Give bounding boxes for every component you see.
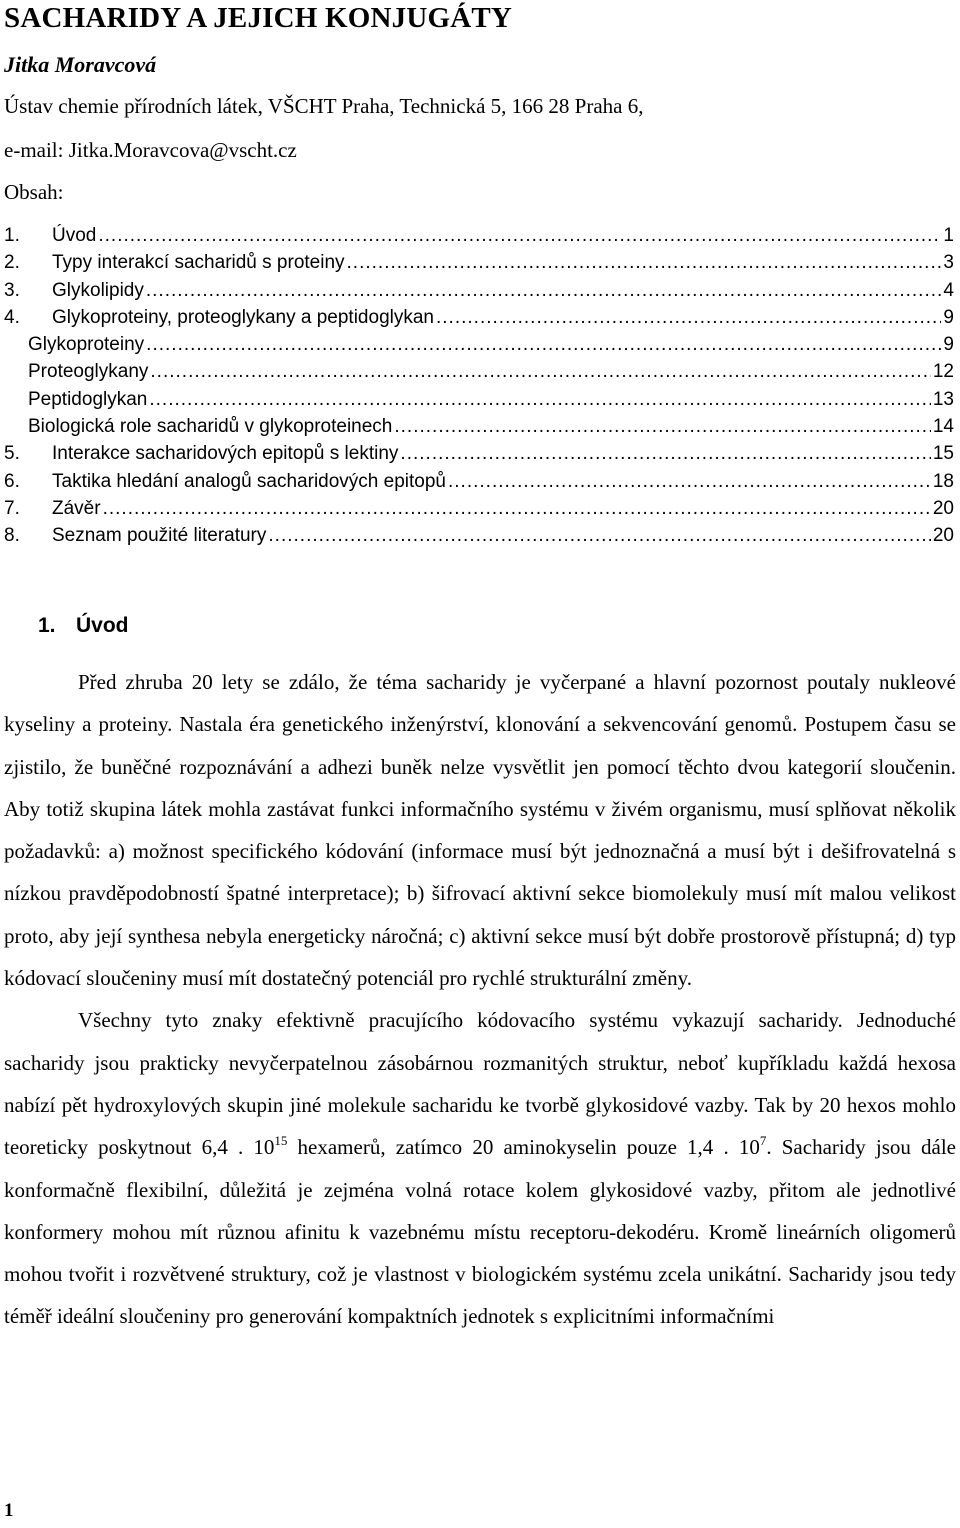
toc-entry[interactable] — [0, 468, 960, 495]
toc-entry-label: Proteoglykany — [28, 361, 149, 383]
section-heading — [4, 614, 129, 638]
section-number: 1. — [38, 614, 56, 637]
body-text — [4, 661, 956, 1338]
toc-entry-page: 14 — [932, 416, 954, 438]
table-of-contents — [0, 222, 960, 550]
toc-entry[interactable] — [0, 222, 960, 249]
toc-entry-label: Glykoproteiny, proteoglykany a peptidoglykan — [52, 306, 434, 328]
toc-entry[interactable] — [0, 277, 960, 304]
toc-entry-page: 3 — [943, 252, 954, 274]
exponent: 15 — [274, 1133, 288, 1149]
toc-leader — [394, 413, 930, 440]
toc-entry-label: Biologická role sacharidů v glykoproteinech — [28, 416, 393, 438]
toc-entry-page: 20 — [932, 497, 954, 519]
toc-entry-label: Glykolipidy — [52, 279, 144, 301]
toc-entry-number: 5. — [4, 443, 20, 465]
toc-subentry[interactable] — [0, 386, 960, 413]
toc-subentry[interactable] — [0, 331, 960, 358]
toc-leader — [146, 277, 942, 304]
toc-entry-number: 7. — [4, 497, 20, 519]
toc-entry[interactable] — [0, 304, 960, 331]
toc-entry-number: 1. — [4, 225, 20, 246]
toc-entry-page: 4 — [943, 279, 954, 301]
toc-entry-page: 12 — [932, 361, 954, 383]
toc-subentry[interactable] — [0, 358, 960, 385]
toc-entry-number: 6. — [4, 470, 20, 492]
toc-entry-label: Taktika hledání analogů sacharidových epitopů — [52, 470, 446, 492]
toc-entry-number: 4. — [4, 306, 20, 328]
toc-entry-page: 1 — [943, 225, 954, 246]
toc-entry-label: Typy interakcí sacharidů s proteiny — [52, 252, 345, 274]
toc-entry-label: Interakce sacharidových epitopů s lektiny — [52, 443, 399, 465]
toc-leader — [448, 468, 931, 495]
document-title: SACHARIDY A JEJICH KONJUGÁTY — [4, 2, 513, 34]
toc-entry-label: Úvod — [52, 225, 97, 246]
paragraph-2-part-c: . Sacharidy jsou dále konformačně flexibilní, důležitá je zejména volná rotace kolem glykosidové vazby, přitom ale jednotlivé konformery mohou mít různou afinitu k vazebnému místu receptoru-dekodéru. Kromě lineárních oligomerů mohou tvořit i rozvětvené struktury, což je vlastnost v biologickém systému zcela unikátní. Sacharidy jsou tedy téměř ideální sloučeniny pro generování kompaktních jednotek s explicitními informačními — [4, 1135, 956, 1329]
toc-subentry[interactable] — [0, 413, 960, 440]
affiliation: Ústav chemie přírodních látek, VŠCHT Praha, Technická 5, 166 28 Praha 6, — [4, 94, 644, 118]
toc-entry-label: Peptidoglykan — [28, 388, 148, 410]
contents-label: Obsah: — [4, 180, 64, 204]
toc-leader — [347, 249, 942, 276]
paragraph-1: Před zhruba 20 lety se zdálo, že téma sacharidy je vyčerpané a hlavní pozornost poutaly nukleové kyseliny a proteiny. Nastala éra genetického inženýrství, klonování a sekvencování genomů. Postupem času se zjistilo, že buněčné rozpoznávání a adhezi buněk nelze vysvětlit jen pomocí těchto dvou kategorií sloučenin. Aby totiž skupina látek mohla zastávat funkci informačního systému v živém organismu, musí splňovat několik požadavků: a) možnost specifického kódování (informace musí být jednoznačná a musí být i dešifrovatelná s nízkou pravděpodobností špatné interpretace); b) šifrovací aktivní sekce biomolekuly musí mít malou velikost proto, aby její synthesa nebyla energeticky náročná; c) aktivní sekce musí být dobře prostorově přístupná; d) typ kódovací sloučeniny musí mít dostatečný potenciál pro rychlé strukturální změny. — [4, 670, 956, 991]
toc-leader — [103, 495, 931, 522]
author-name: Jitka Moravcová — [4, 52, 157, 77]
paragraph-2-part-a: Všechny tyto znaky efektivně pracujícího kódovacího systému vykazují sacharidy. Jednoduché sacharidy jsou prakticky nevyčerpatelnou zásobárnou rozmanitých struktur, neboť kupříkladu každá hexosa nabízí pět hydroxylových skupin jiné molekule sacharidu ke tvorbě glykosidové vazby. Tak by 20 hexos mohlo teoreticky poskytnout 6,4 . 10 — [4, 1008, 956, 1160]
toc-leader — [436, 304, 941, 331]
toc-leader — [400, 440, 930, 467]
toc-entry[interactable] — [0, 522, 960, 549]
paragraph-2 — [4, 999, 956, 1337]
toc-entry-number: 8. — [4, 525, 20, 547]
toc-leader — [150, 358, 930, 385]
toc-entry-page: 9 — [943, 334, 954, 356]
toc-entry[interactable] — [0, 440, 960, 467]
toc-entry-number: 3. — [4, 279, 20, 301]
toc-entry-number: 2. — [4, 252, 20, 274]
exponent: 7 — [759, 1133, 767, 1149]
toc-leader — [149, 386, 930, 413]
email-line: e-mail: Jitka.Moravcova@vscht.cz — [4, 138, 297, 162]
page-number: 1 — [4, 1500, 14, 1521]
toc-entry[interactable] — [0, 249, 960, 276]
toc-entry-page: 9 — [943, 306, 954, 328]
toc-leader — [268, 522, 930, 549]
toc-leader — [146, 331, 941, 358]
toc-entry-page: 13 — [932, 388, 954, 410]
toc-leader — [98, 222, 941, 249]
toc-entry-label: Seznam použité literatury — [52, 525, 267, 547]
toc-entry[interactable] — [0, 495, 960, 522]
paragraph-2-part-b: hexamerů, zatímco 20 aminokyselin pouze 1,4 . 10 — [287, 1135, 760, 1160]
toc-entry-page: 20 — [932, 525, 954, 547]
section-title: Úvod — [76, 614, 129, 637]
toc-entry-label: Závěr — [52, 497, 101, 519]
toc-entry-label: Glykoproteiny — [28, 334, 145, 356]
toc-entry-page: 15 — [932, 443, 954, 465]
toc-entry-page: 18 — [932, 470, 954, 492]
